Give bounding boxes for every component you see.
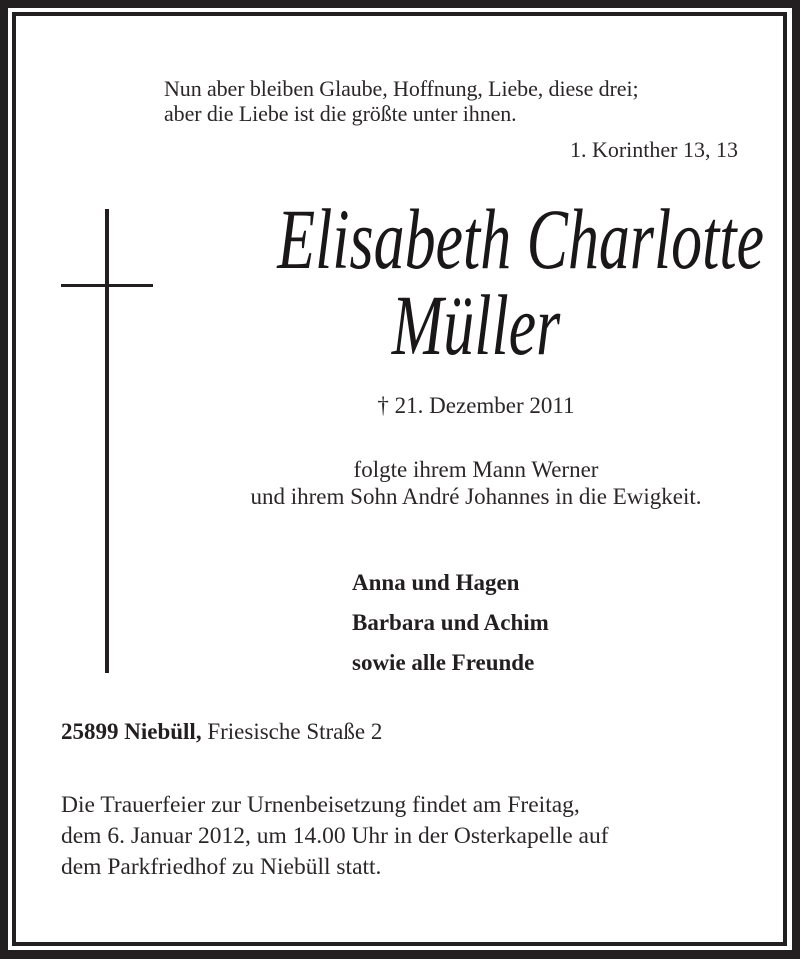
verse-line: Nun aber bleiben Glaube, Hoffnung, Liebe, diese drei;	[164, 76, 639, 101]
followed-line: und ihrem Sohn André Johannes in die Ewigkeit.	[250, 484, 702, 509]
cross-vertical-bar	[105, 209, 109, 673]
deceased-surname: Müller	[391, 277, 561, 373]
verse-line: aber die Liebe ist die größte unter ihnen.	[164, 101, 517, 126]
address-street: Friesische Straße 2	[201, 719, 383, 744]
followed-text	[140, 456, 800, 510]
address	[61, 718, 382, 746]
address-city: 25899 Niebüll,	[61, 719, 202, 744]
followed-line: folgte ihrem Mann Werner	[353, 457, 599, 482]
deceased-name	[200, 191, 765, 373]
mourners-list	[352, 563, 652, 683]
cross-horizontal-bar	[61, 284, 153, 287]
death-date: † 21. Dezember 2011	[377, 393, 575, 418]
mourner-entry: sowie alle Freunde	[352, 650, 535, 675]
ceremony-info	[61, 790, 761, 883]
ceremony-line: dem Parkfriedhof zu Niebüll statt.	[61, 854, 382, 880]
deceased-given-names: Elisabeth Charlotte	[277, 191, 765, 287]
bible-verse	[164, 76, 744, 126]
ceremony-line: Die Trauerfeier zur Urnenbeisetzung findet am Freitag,	[61, 792, 580, 818]
ceremony-line: dem 6. Januar 2012, um 14.00 Uhr in der Osterkapelle auf	[61, 823, 609, 849]
verse-reference: 1. Korinther 13, 13	[569, 137, 738, 162]
mourner-entry: Barbara und Achim	[352, 610, 549, 635]
mourner-entry: Anna und Hagen	[352, 570, 520, 595]
